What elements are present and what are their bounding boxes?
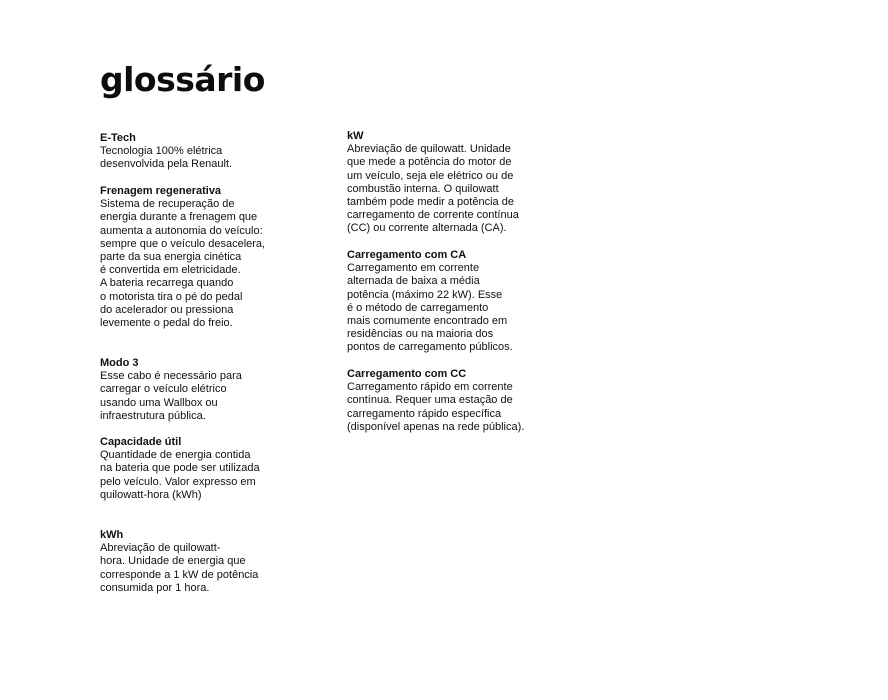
glossary-definition: Sistema de recuperação de energia durante a frenagem que aumenta a autonomia do veículo: sempre que o veículo desacelera, parte da sua energia cinética é convertida em eletricidade. A bateria recarrega quando o motorista tira o pé do pedal do acelerador ou pressiona levemente o pedal do freio. [100,198,266,330]
glossary-term: Modo 3 [100,357,139,369]
glossary-entry-carregamento-ca [347,249,547,355]
glossary-definition: Abreviação de quilowatt- hora. Unidade de energia que corresponde a 1 kW de potência consumida por 1 hora. [100,542,259,594]
glossary-right-column [347,130,547,440]
glossary-entry-frenagem-regenerativa [100,185,300,330]
glossary-definition: Carregamento rápido em corrente contínua. Requer uma estação de carregamento rápido específica (disponível apenas na rede pública). [347,381,525,433]
glossary-entry-kw [347,130,547,236]
glossary-entry-capacidade-util [100,436,300,502]
glossary-definition: Abreviação de quilowatt. Unidade que mede a potência do motor de um veículo, seja ele elétrico ou de combustão interna. O quilowatt também pode medir a potência de carregamento de corrente contínua (CC) ou corrente alternada (CA). [347,143,519,235]
glossary-entry-carregamento-cc [347,368,547,434]
glossary-left-column [100,132,300,602]
glossary-definition: Quantidade de energia contida na bateria que pode ser utilizada pelo veículo. Valor expresso em quilowatt-hora (kWh) [100,449,260,501]
glossary-definition: Carregamento em corrente alternada de baixa a média potência (máximo 22 kW). Esse é o método de carregamento mais comumente encontrado em residências ou na maioria dos pontos de carregamento públicos. [347,262,513,354]
glossary-term: Capacidade útil [100,436,182,448]
glossary-term: Carregamento com CA [347,249,467,261]
glossary-entry-e-tech [100,132,300,172]
glossary-term: Frenagem regenerativa [100,185,222,197]
glossary-definition: Tecnologia 100% elétrica desenvolvida pela Renault. [100,145,233,171]
glossary-term: kWh [100,529,124,541]
glossary-entry-modo-3 [100,357,300,423]
page-title: glossário [100,60,265,99]
glossary-term: E-Tech [100,132,136,144]
glossary-term: kW [347,130,364,142]
glossary-term: Carregamento com CC [347,368,467,380]
glossary-entry-kwh [100,529,300,595]
glossary-definition: Esse cabo é necessário para carregar o veículo elétrico usando uma Wallbox ou infraestrutura pública. [100,370,242,422]
